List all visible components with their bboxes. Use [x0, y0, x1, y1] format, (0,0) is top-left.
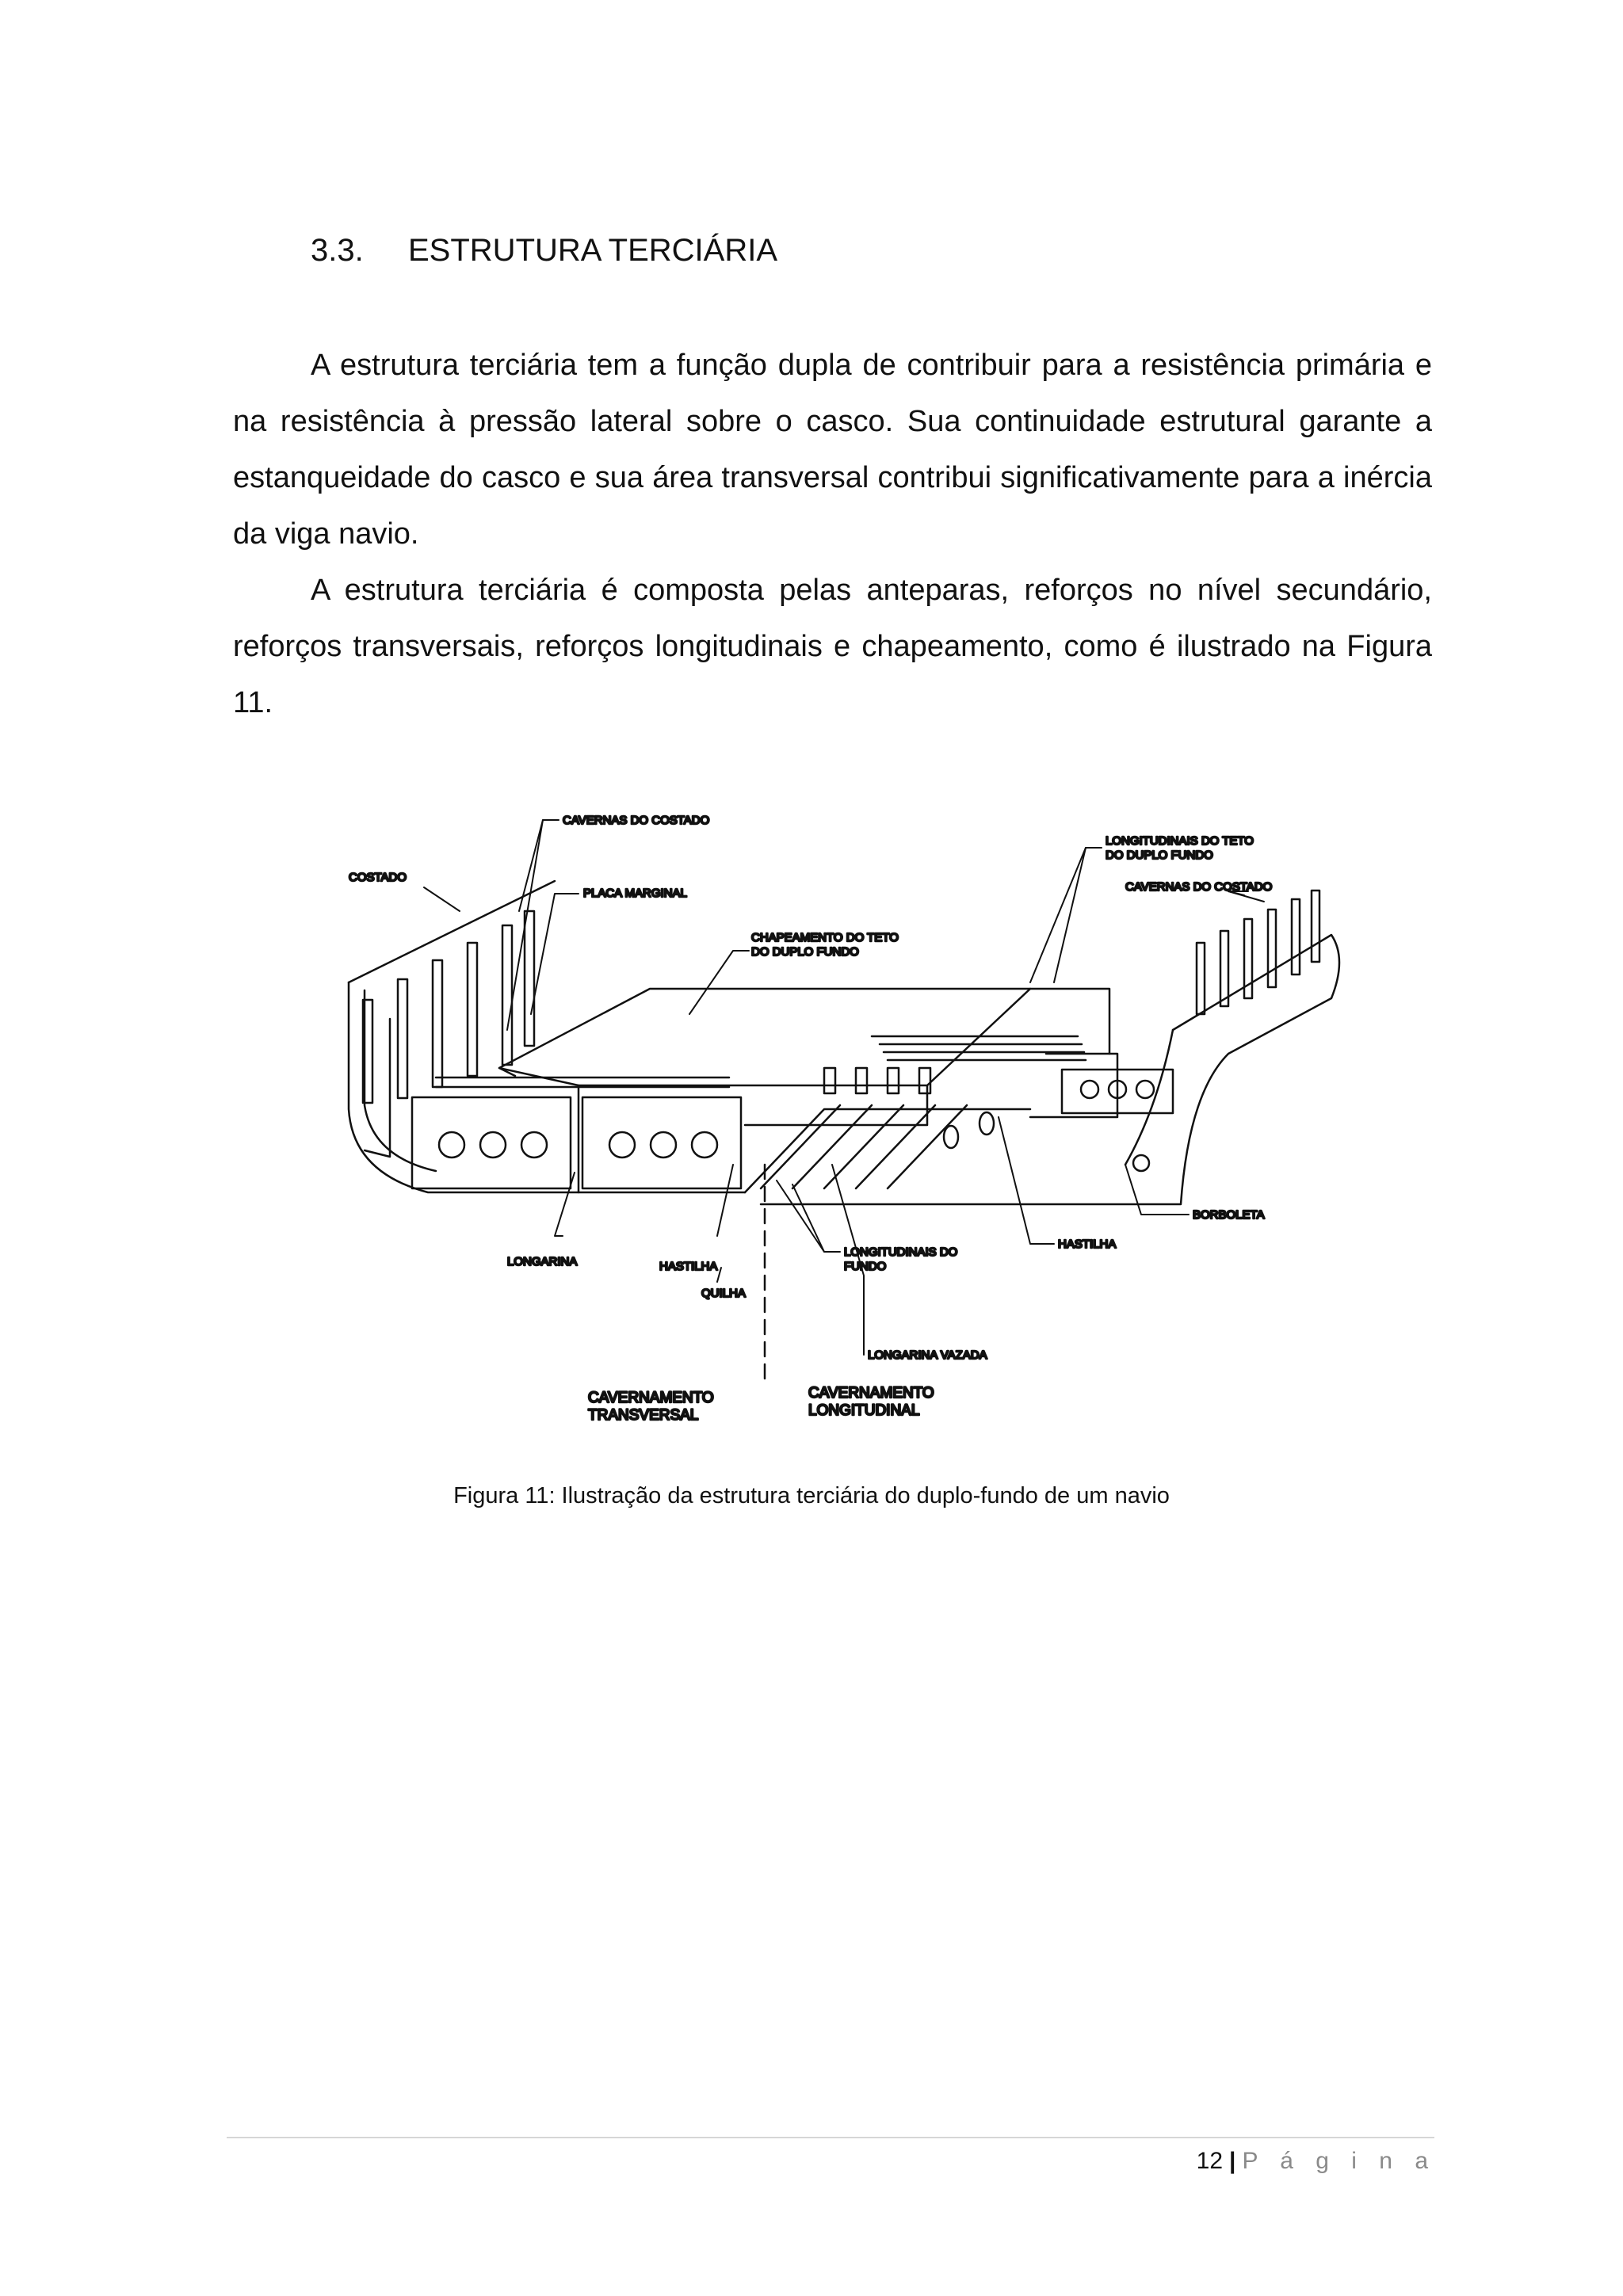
section-number: 3.3. — [311, 233, 364, 268]
label-quilha: QUILHA — [701, 1287, 746, 1300]
left-side-frames — [363, 911, 534, 1103]
page-number: 12 — [1196, 2148, 1224, 2174]
label-longitudinais-fundo-2: FUNDO — [844, 1260, 887, 1273]
longitudinal-framing — [745, 989, 1173, 1192]
label-cavernamento-transversal-1: CAVERNAMENTO — [588, 1390, 714, 1406]
figure-caption: Figura 11: Ilustração da estrutura terciária do duplo-fundo de um navio — [453, 1483, 1170, 1508]
floors-lightening-holes — [412, 1077, 741, 1188]
label-cavernamento-longitudinal-1: CAVERNAMENTO — [808, 1385, 934, 1402]
label-cavernas-costado-right: CAVERNAS DO COSTADO — [1125, 880, 1273, 894]
label-chapeamento-2: DO DUPLO FUNDO — [751, 945, 859, 959]
figure-11-illustration — [317, 792, 1363, 1442]
label-costado: COSTADO — [349, 871, 407, 884]
label-longitudinais-teto-1: LONGITUDINAIS DO TETO — [1106, 834, 1254, 848]
label-hastilha-right: HASTILHA — [1058, 1238, 1117, 1251]
section-title: ESTRUTURA TERCIÁRIA — [408, 233, 777, 268]
paragraph-1: A estrutura terciária tem a função dupla de contribuir para a resistência primária e na resistência à pressão lateral sobre o casco. Sua continuidade estrutural garante a estanqueidade do casco e sua área transversal contribui significativamente para a inércia da viga navio. — [233, 349, 1432, 551]
label-cavernamento-longitudinal-2: LONGITUDINAL — [808, 1402, 920, 1419]
body-text — [233, 338, 1432, 731]
footer-divider — [227, 2137, 1434, 2138]
paragraph-2: A estrutura terciária é composta pelas anteparas, reforços no nível secundário, reforços transversais, reforços longitudinais e chapeamento, como é ilustrado na Figura 11. — [233, 574, 1432, 719]
label-cavernamento-transversal-2: TRANSVERSAL — [588, 1407, 699, 1424]
label-longitudinais-teto-2: DO DUPLO FUNDO — [1106, 849, 1213, 862]
section-heading — [311, 231, 777, 269]
footer-separator: | — [1229, 2148, 1236, 2174]
label-hastilha-left: HASTILHA — [659, 1260, 718, 1273]
inner-bottom-plating — [499, 989, 1030, 1192]
label-longarina-vazada: LONGARINA VAZADA — [868, 1348, 987, 1362]
page-footer — [1197, 2145, 1436, 2177]
page-word: P á g i n a — [1242, 2148, 1436, 2174]
label-chapeamento-1: CHAPEAMENTO DO TETO — [751, 931, 899, 944]
label-borboleta: BORBOLETA — [1193, 1208, 1265, 1222]
label-cavernas-costado-left: CAVERNAS DO COSTADO — [563, 814, 710, 827]
double-bottom-diagram — [317, 792, 1363, 1442]
label-placa-marginal: PLACA MARGINAL — [583, 887, 687, 900]
label-longitudinais-fundo-1: LONGITUDINAIS DO — [844, 1245, 958, 1259]
label-longarina: LONGARINA — [507, 1255, 578, 1268]
